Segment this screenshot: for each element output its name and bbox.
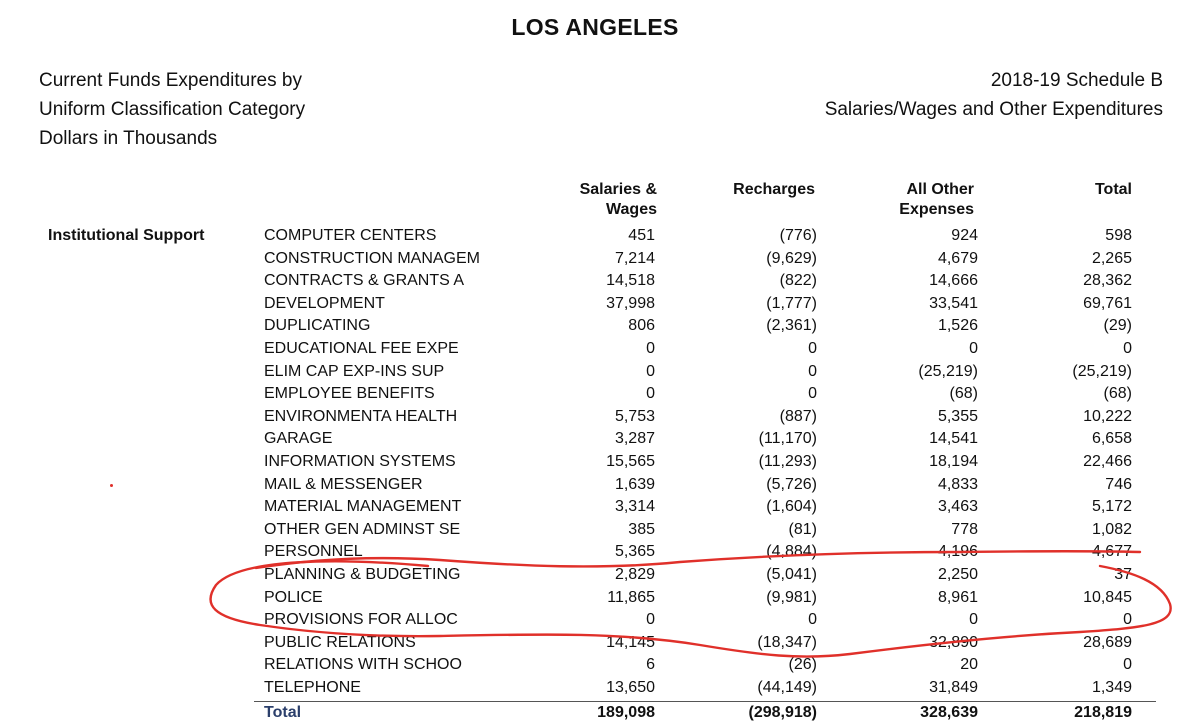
row-salaries: 0 xyxy=(646,611,655,629)
row-other: 4,196 xyxy=(937,543,978,561)
row-other: 924 xyxy=(951,227,978,244)
row-total: 0 xyxy=(1123,656,1132,674)
row-recharges: (9,981) xyxy=(766,588,817,606)
row-total: (29) xyxy=(1103,317,1132,335)
row-recharges: (4,884) xyxy=(766,543,817,561)
row-salaries: 15,565 xyxy=(606,452,655,470)
table-row xyxy=(0,541,1200,564)
row-other: 5,355 xyxy=(937,407,978,425)
row-recharges: (776) xyxy=(779,227,817,244)
row-other: 3,463 xyxy=(937,498,978,516)
row-name: CONTRACTS & GRANTS A xyxy=(264,272,465,290)
description-line: Current Funds Expenditures by xyxy=(39,70,302,91)
row-recharges: (2,361) xyxy=(766,317,817,335)
row-salaries: 6 xyxy=(646,656,655,674)
row-other: 778 xyxy=(951,520,978,538)
row-recharges: (26) xyxy=(788,656,817,674)
row-salaries: 2,829 xyxy=(614,565,655,583)
table-row xyxy=(0,225,1200,248)
row-total: 1,082 xyxy=(1091,520,1132,538)
table-row xyxy=(0,315,1200,338)
row-recharges: 0 xyxy=(808,362,817,380)
report-description xyxy=(39,66,305,153)
total-total: 218,819 xyxy=(1074,704,1132,721)
row-total: (68) xyxy=(1103,385,1132,403)
row-salaries: 11,865 xyxy=(607,588,655,606)
table-row xyxy=(0,293,1200,316)
row-other: 18,194 xyxy=(929,452,978,470)
row-recharges: (18,347) xyxy=(757,633,817,651)
row-total: 598 xyxy=(1105,227,1132,244)
row-salaries: 806 xyxy=(628,317,655,335)
table-row xyxy=(0,451,1200,474)
row-name: EDUCATIONAL FEE EXPE xyxy=(264,339,459,357)
row-total: 28,689 xyxy=(1083,633,1132,651)
row-name: PLANNING & BUDGETING xyxy=(264,565,461,583)
row-name: ELIM CAP EXP-INS SUP xyxy=(264,362,445,380)
row-name: MATERIAL MANAGEMENT xyxy=(264,498,462,516)
row-salaries: 451 xyxy=(628,227,655,244)
total-other: 328,639 xyxy=(920,704,978,721)
table-row xyxy=(0,248,1200,271)
row-name: PROVISIONS FOR ALLOC xyxy=(264,611,458,629)
row-name: DEVELOPMENT xyxy=(264,294,385,312)
row-salaries: 3,287 xyxy=(614,430,655,448)
total-row xyxy=(0,703,1200,725)
row-total: 5,172 xyxy=(1091,498,1132,516)
row-other: 31,849 xyxy=(929,678,978,696)
row-salaries: 3,314 xyxy=(614,498,655,516)
row-name: PERSONNEL xyxy=(264,543,363,561)
row-recharges: (887) xyxy=(779,407,817,425)
row-name: MAIL & MESSENGER xyxy=(264,475,423,493)
total-salaries: 189,098 xyxy=(597,704,655,721)
row-recharges: (11,293) xyxy=(758,452,817,470)
total-recharges: (298,918) xyxy=(748,704,817,721)
section-label: Institutional Support xyxy=(48,227,205,244)
row-total: 28,362 xyxy=(1083,272,1132,290)
table-row xyxy=(0,496,1200,519)
row-other: 0 xyxy=(969,611,978,629)
row-total: 2,265 xyxy=(1091,249,1132,267)
table-row xyxy=(0,519,1200,542)
row-total: 746 xyxy=(1105,475,1132,493)
row-name: COMPUTER CENTERS xyxy=(264,227,437,244)
row-total: 0 xyxy=(1123,339,1132,357)
row-salaries: 0 xyxy=(646,339,655,357)
row-recharges: (9,629) xyxy=(766,249,817,267)
row-name: DUPLICATING xyxy=(264,317,371,335)
row-other: 32,890 xyxy=(929,633,978,651)
row-name: INFORMATION SYSTEMS xyxy=(264,452,456,470)
row-total: 4,677 xyxy=(1091,543,1132,561)
table-row xyxy=(0,338,1200,361)
total-divider xyxy=(254,701,1156,702)
row-recharges: (81) xyxy=(788,520,817,538)
row-total: 10,222 xyxy=(1083,407,1132,425)
row-total: (25,219) xyxy=(1072,362,1132,380)
row-salaries: 14,518 xyxy=(606,272,655,290)
row-other: 8,961 xyxy=(937,588,978,606)
description-line: Uniform Classification Category xyxy=(39,99,306,120)
row-name: OTHER GEN ADMINST SE xyxy=(264,520,461,538)
row-salaries: 14,145 xyxy=(606,633,655,651)
row-recharges: (44,149) xyxy=(757,678,817,696)
row-other: 4,833 xyxy=(937,475,978,493)
table-row xyxy=(0,428,1200,451)
row-salaries: 0 xyxy=(646,362,655,380)
row-other: 1,526 xyxy=(937,317,978,335)
row-total: 37 xyxy=(1114,565,1132,583)
stray-ink-dot xyxy=(110,484,113,487)
row-salaries: 5,753 xyxy=(614,407,655,425)
schedule-line: Salaries/Wages and Other Expenditures xyxy=(824,99,1163,120)
schedule-info xyxy=(825,66,1163,124)
column-header-total: Total xyxy=(1094,181,1132,198)
row-other: 33,541 xyxy=(929,294,978,312)
table-row xyxy=(0,587,1200,610)
table-row xyxy=(0,270,1200,293)
row-other: (25,219) xyxy=(918,362,978,380)
expenditure-table xyxy=(0,225,1200,699)
row-other: 0 xyxy=(969,339,978,357)
row-total: 22,466 xyxy=(1083,452,1132,470)
table-row xyxy=(0,406,1200,429)
row-salaries: 13,650 xyxy=(606,678,655,696)
row-name: RELATIONS WITH SCHOO xyxy=(264,656,462,674)
row-salaries: 1,639 xyxy=(614,475,655,493)
row-recharges: (5,041) xyxy=(766,565,817,583)
table-row xyxy=(0,474,1200,497)
row-total: 1,349 xyxy=(1091,678,1132,696)
row-salaries: 7,214 xyxy=(614,249,655,267)
column-header-recharges: Recharges xyxy=(733,181,815,198)
row-other: 20 xyxy=(960,656,978,674)
row-total: 10,845 xyxy=(1083,588,1132,606)
row-salaries: 385 xyxy=(628,520,655,538)
row-name: PUBLIC RELATIONS xyxy=(264,633,416,651)
row-total: 0 xyxy=(1123,611,1132,629)
column-header-other: All Other Expenses xyxy=(899,181,974,218)
row-recharges: 0 xyxy=(808,611,817,629)
row-recharges: 0 xyxy=(808,339,817,357)
total-label: Total xyxy=(264,704,302,721)
row-recharges: (5,726) xyxy=(766,475,817,493)
row-name: POLICE xyxy=(264,588,323,606)
table-row xyxy=(0,361,1200,384)
table-row xyxy=(0,654,1200,677)
row-salaries: 5,365 xyxy=(614,543,655,561)
table-row xyxy=(0,677,1200,700)
row-name: ENVIRONMENTA HEALTH xyxy=(264,407,458,425)
row-other: 14,666 xyxy=(929,272,978,290)
row-name: GARAGE xyxy=(264,430,333,448)
row-salaries: 37,998 xyxy=(606,294,655,312)
report-title: LOS ANGELES xyxy=(511,14,679,40)
row-recharges: (1,604) xyxy=(766,498,817,516)
table-row xyxy=(0,383,1200,406)
row-total: 69,761 xyxy=(1083,294,1132,312)
row-other: (68) xyxy=(949,385,978,403)
row-recharges: (1,777) xyxy=(766,294,817,312)
table-row xyxy=(0,632,1200,655)
row-salaries: 0 xyxy=(646,385,655,403)
row-total: 6,658 xyxy=(1091,430,1132,448)
row-name: CONSTRUCTION MANAGEM xyxy=(264,249,480,267)
row-other: 2,250 xyxy=(937,565,978,583)
description-line: Dollars in Thousands xyxy=(39,128,218,149)
row-recharges: 0 xyxy=(808,385,817,403)
row-name: EMPLOYEE BENEFITS xyxy=(264,385,435,403)
schedule-line: 2018-19 Schedule B xyxy=(990,70,1163,91)
column-header-salaries: Salaries & Wages xyxy=(579,181,657,218)
row-recharges: (11,170) xyxy=(758,430,817,448)
table-row xyxy=(0,609,1200,632)
table-row xyxy=(0,564,1200,587)
row-name: TELEPHONE xyxy=(264,678,361,696)
row-other: 14,541 xyxy=(929,430,978,448)
row-recharges: (822) xyxy=(779,272,817,290)
row-other: 4,679 xyxy=(937,249,978,267)
